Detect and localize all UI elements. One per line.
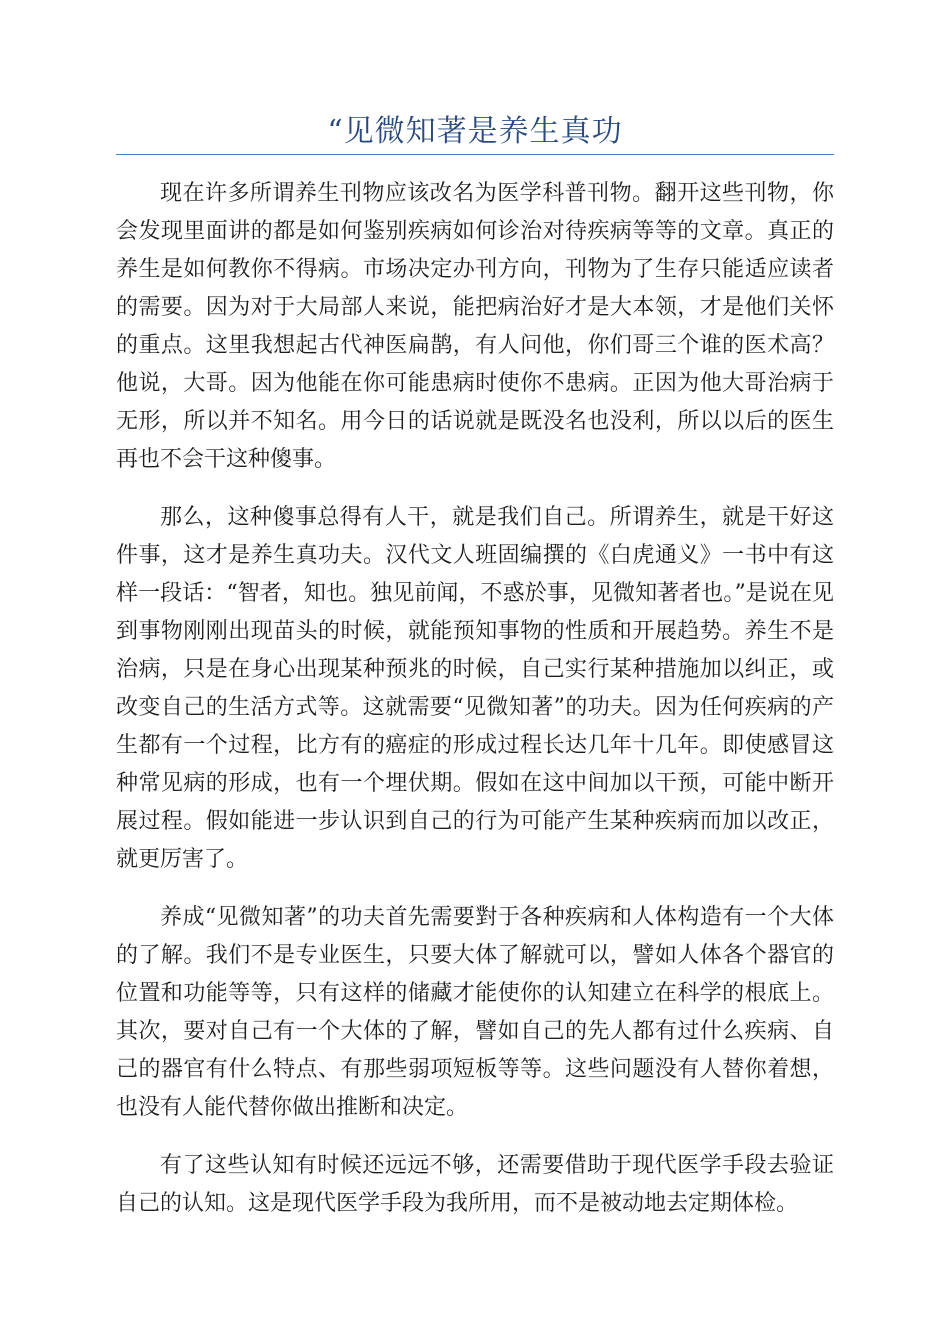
paragraph: 现在许多所谓养生刊物应该改名为医学科普刊物。翻开这些刊物，你会发现里面讲的都是如何鉴别疾病如何诊治对待疾病等等的文章。真正的养生是如何教你不得病。市场决定办刊方向，刊物为了生存只能适应读者的需要。因为对于大局部人来说，能把病治好才是大本领，才是他们关怀的重点。这里我想起古代神医扁鹊，有人问他，你们哥三个谁的医术高？他说，大哥。因为他能在你可能患病时使你不患病。正因为他大哥治病于无形，所以并不知名。用今日的话说就是既没名也没利，所以以后的医生再也不会干这种傻事。 bbox=[116, 181, 834, 472]
paragraph: 那么，这种傻事总得有人干，就是我们自己。所谓养生，就是干好这件事，这才是养生真功夫。汉代文人班固编撰的《白虎通义》一书中有这样一段话：“智者，知也。独见前闻，不惑於事，见微知著者也。”是说在见到事物刚刚出现苗头的时候，就能预知事物的性质和开展趋势。养生不是治病，只是在身心出现某种预兆的时候，自己实行某种措施加以纠正，或改变自己的生活方式等。这就需要“见微知著”的功夫。因为任何疾病的产生都有一个过程，比方有的癌症的形成过程长达几年十几年。即使感冒这种常见病的形成，也有一个埋伏期。假如在这中间加以干预，可能中断开展过程。假如能进一步认识到自己的行为可能产生某种疾病而加以改正，就更厉害了。 bbox=[116, 505, 834, 872]
paragraph: 养成“见微知著”的功夫首先需要對于各种疾病和人体构造有一个大体的了解。我们不是专业医生，只要大体了解就可以，譬如人体各个器官的位置和功能等等，只有这样的储藏才能使你的认知建立在科学的根底上。其次，要对自己有一个大体的了解，譬如自己的先人都有过什么疾病、自己的器官有什么特点、有那些弱项短板等等。这些问题没有人替你着想，也没有人能代替你做出推断和决定。 bbox=[116, 905, 834, 1120]
paragraph: 有了这些认知有时候还远远不够，还需要借助于现代医学手段去验证自己的认知。这是现代医学手段为我所用，而不是被动地去定期体检。 bbox=[116, 1153, 834, 1216]
document-title: “见微知著是养生真功 bbox=[327, 114, 623, 149]
document-body bbox=[116, 175, 834, 1243]
title-underline bbox=[116, 154, 834, 155]
